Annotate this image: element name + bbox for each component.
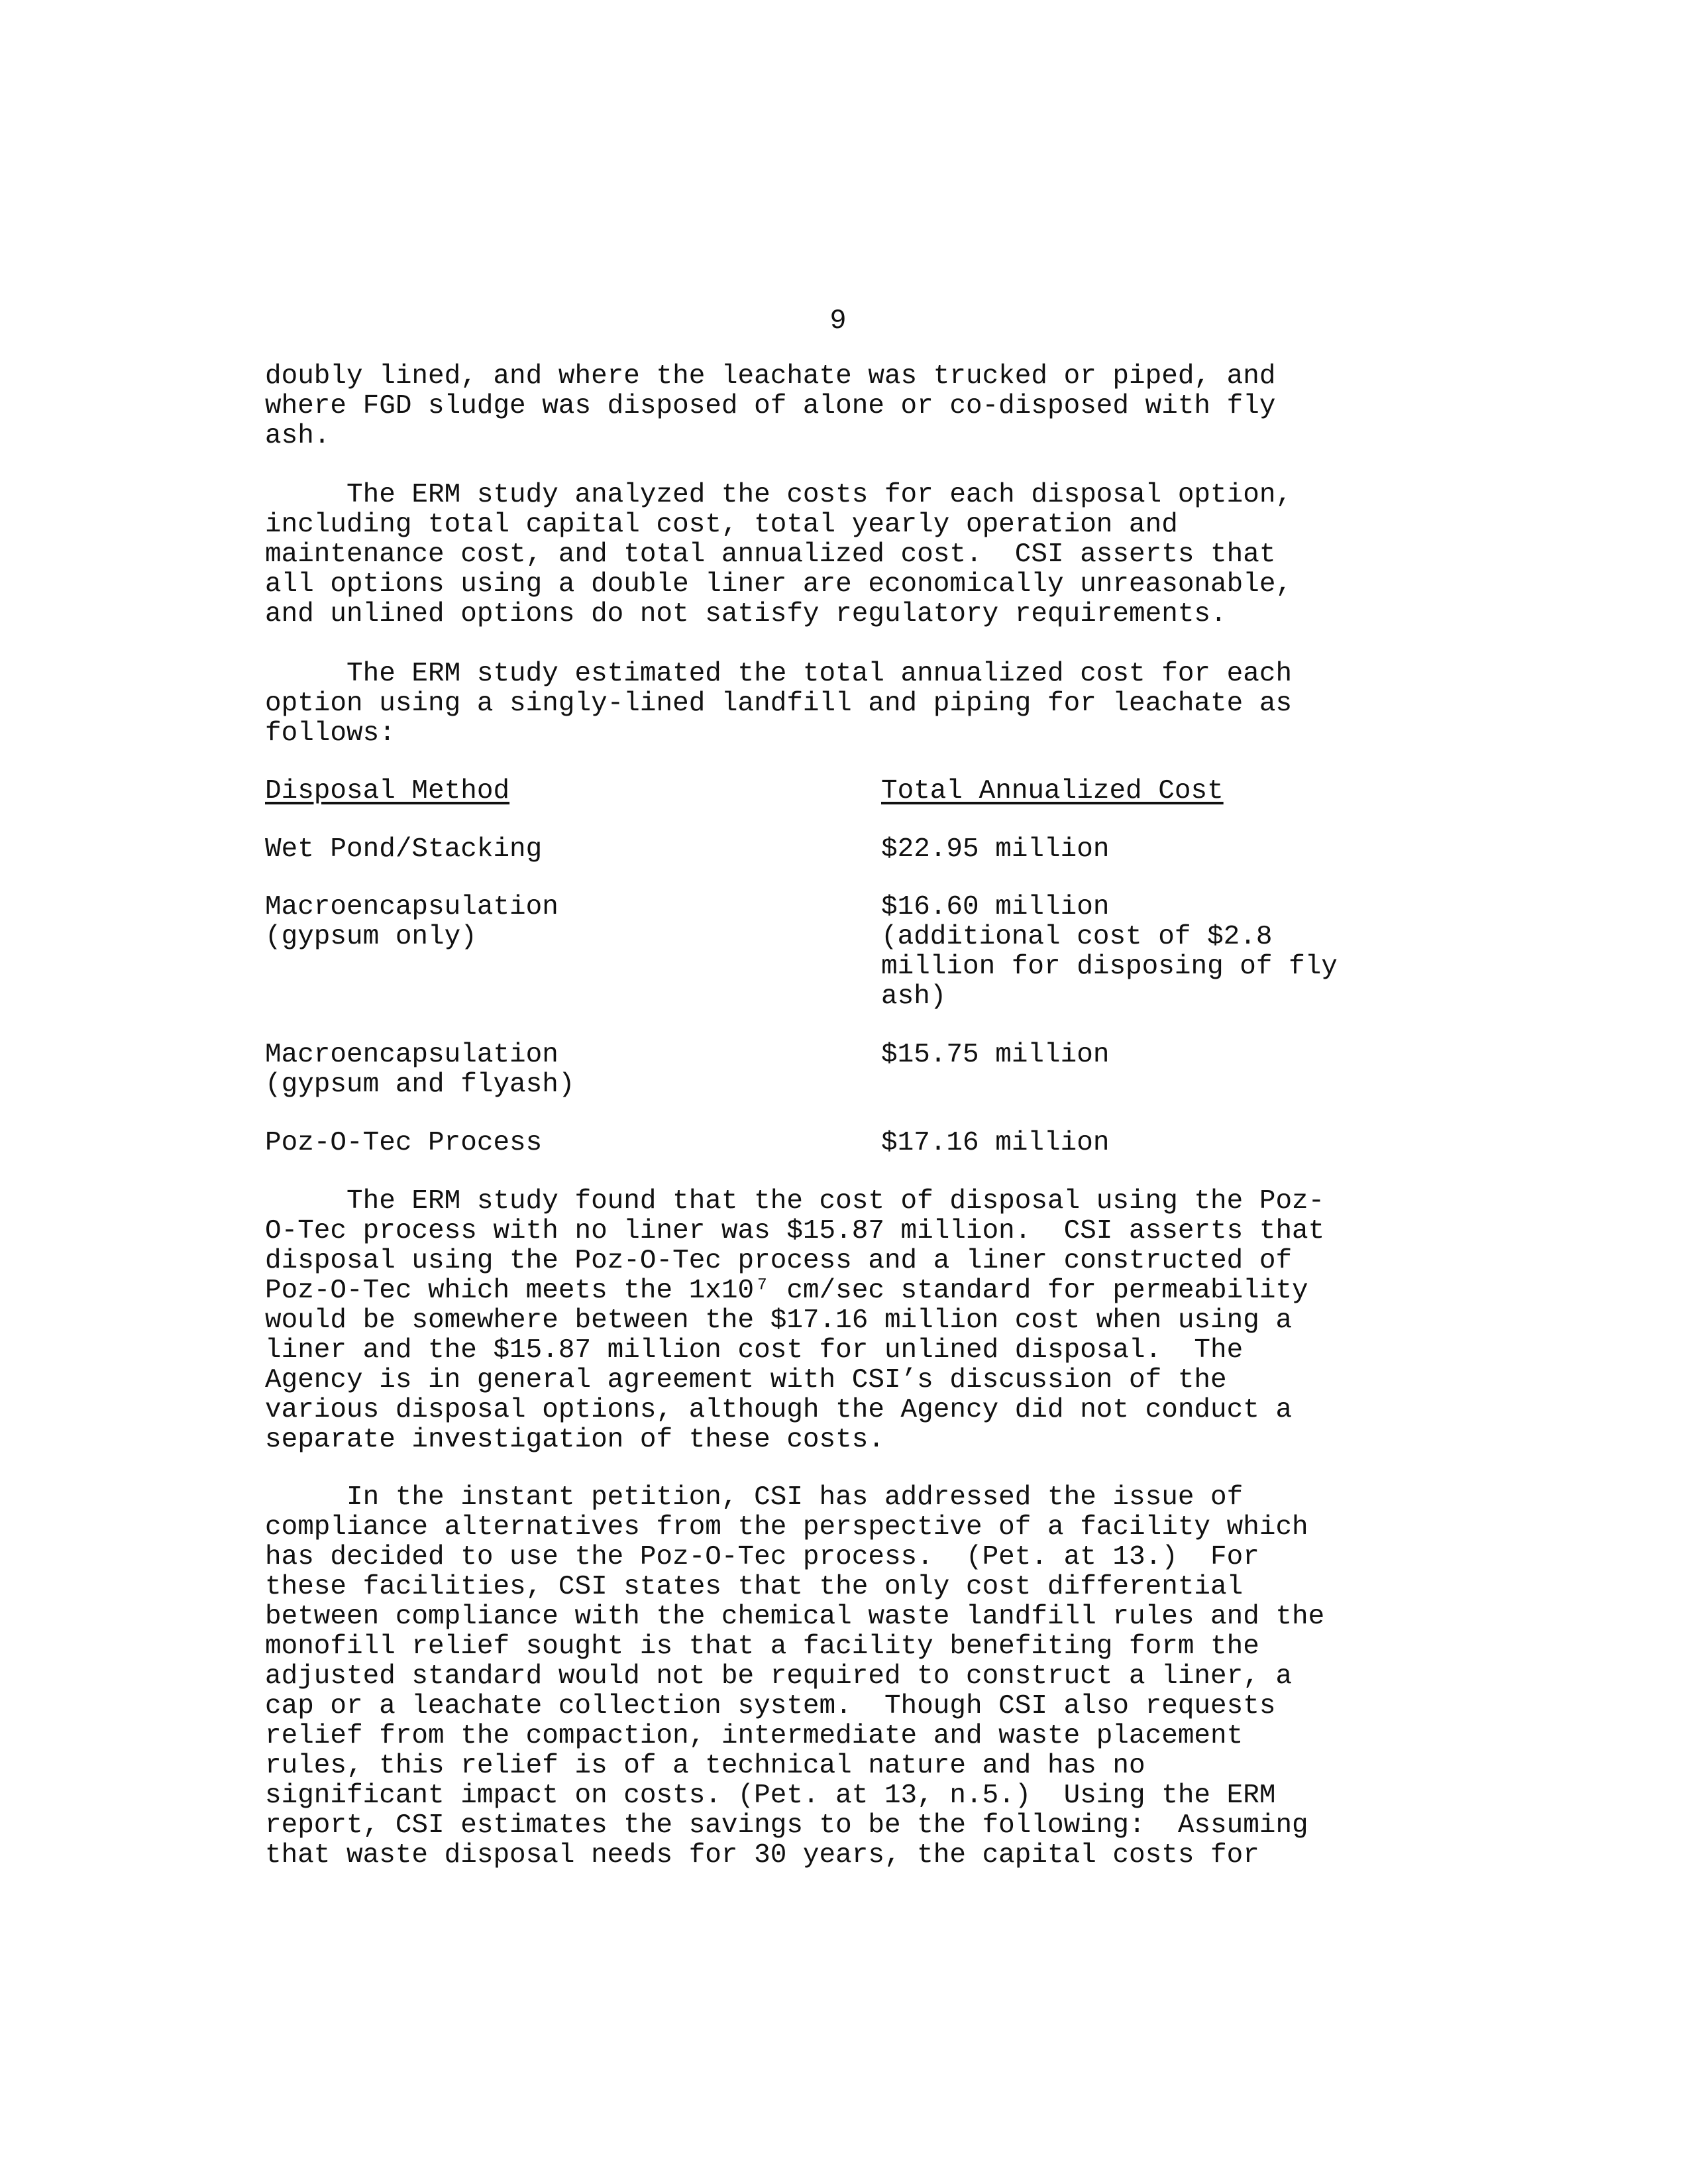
- table-cell-cost: $15.75 million: [881, 1040, 1110, 1070]
- paragraph-erm-annualized: The ERM study estimated the total annualized cost for each option using a singly-lined landfill and piping for leachate as follows:: [265, 659, 1293, 749]
- paragraph-poz-o-tec-cost: The ERM study found that the cost of disposal using the Poz- O-Tec process with no liner was $15.87 million. CSI asserts that disposal using the Poz-O-Tec process and a liner constructed of Poz-O-Tec which meets the 1x10⁷ cm/sec standard for permeability would be somewhere between the $17.16 million cost when using a liner and the $15.87 million cost for unlined disposal. The Agency is in general agreement with CSI’s discussion of the various disposal options, although the Agency did not conduct a separate investigation of these costs.: [265, 1186, 1325, 1455]
- paragraph-continuation: doubly lined, and where the leachate was trucked or piped, and where FGD sludge was disposed of alone or co-disposed with fly ash.: [265, 361, 1276, 451]
- table-cell-cost: $17.16 million: [881, 1128, 1110, 1158]
- paragraph-erm-study-costs: The ERM study analyzed the costs for each disposal option, including total capital cost, total yearly operation and maintenance cost, and total annualized cost. CSI asserts that all options using a double liner are economically unreasonable, and unlined options do not satisfy regulatory requirements.: [265, 480, 1293, 629]
- table-cell-method: Poz-O-Tec Process: [265, 1128, 543, 1158]
- table-header-method: Disposal Method: [265, 776, 510, 806]
- table-cell-method: Macroencapsulation (gypsum and flyash): [265, 1040, 575, 1100]
- table-cell-method: Wet Pond/Stacking: [265, 834, 543, 865]
- table-cell-method: Macroencapsulation (gypsum only): [265, 892, 558, 952]
- page-number: 9: [829, 305, 847, 337]
- table-header-cost: Total Annualized Cost: [881, 776, 1224, 806]
- paragraph-instant-petition: In the instant petition, CSI has addressed the issue of compliance alternatives from the perspective of a facility which has decided to use the Poz-O-Tec process. (Pet. at 13.) For these facilities, CSI states that the only cost differential between compliance with the chemical waste landfill rules and the monofill relief sought is that a facility benefiting form the adjusted standard would not be required to construct a liner, a cap or a leachate collection system. Though CSI also requests relief from the compaction, intermediate and waste placement rules, this relief is of a technical nature and has no significant impact on costs. (Pet. at 13, n.5.) Using the ERM report, CSI estimates the savings to be the following: Assuming that waste disposal needs for 30 years, the capital costs for: [265, 1482, 1325, 1871]
- table-cell-cost: $16.60 million (additional cost of $2.8 million for disposing of fly ash): [881, 892, 1338, 1012]
- table-cell-cost: $22.95 million: [881, 834, 1110, 865]
